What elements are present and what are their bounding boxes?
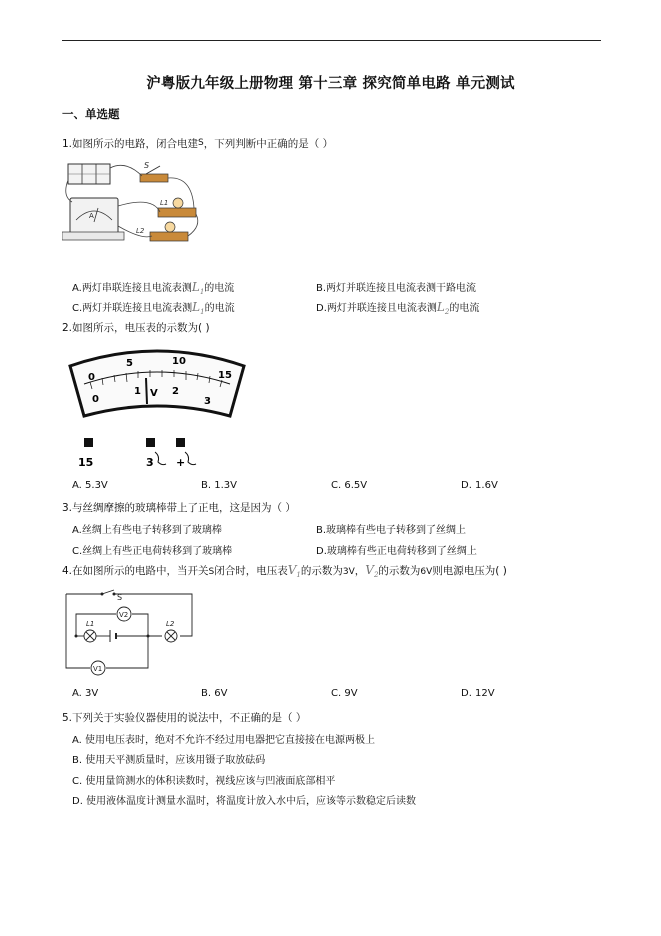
- bottom-scale-0: 0: [92, 394, 99, 405]
- question-2-stem: 2.如图所示，电压表的示数为( ): [62, 322, 210, 334]
- terminal-plus: [176, 438, 185, 447]
- question-1-circuit-figure: [62, 156, 212, 256]
- terminal-3: [146, 438, 155, 447]
- terminal-label-15: 15: [78, 456, 94, 469]
- q1-option-c[interactable]: C.两灯并联连接且电流表测$L_1$的电流: [72, 300, 235, 316]
- q4-l2-label: L2: [166, 620, 175, 628]
- q2-option-d[interactable]: D. 1.6V: [461, 480, 498, 491]
- q3-option-d[interactable]: D.玻璃棒有些正电荷转移到了丝绸上: [316, 546, 477, 557]
- terminal-label-3: 3: [146, 456, 154, 469]
- top-scale-10: 10: [172, 356, 186, 367]
- section-heading: 一、单选题: [62, 107, 120, 121]
- unit-label: V: [150, 388, 158, 399]
- top-scale-5: 5: [126, 358, 133, 369]
- switch-label: S: [144, 161, 150, 170]
- question-4-circuit-figure: [62, 588, 198, 680]
- q5-option-a[interactable]: A. 使用电压表时，绝对不允许不经过用电器把它直接接在电源两极上: [72, 735, 376, 746]
- q1-option-d[interactable]: D.两灯并联连接且电流表测$L_2$的电流: [316, 300, 480, 316]
- q3-option-a[interactable]: A.丝绸上有些电子转移到了玻璃棒: [72, 525, 222, 536]
- needle: [146, 378, 147, 404]
- q2-option-b[interactable]: B. 1.3V: [201, 480, 237, 491]
- q3-option-b[interactable]: B.玻璃棒有些电子转移到了丝绸上: [316, 525, 467, 536]
- question-5-stem: 5.下列关于实验仪器使用的说法中，不正确的是（ ）: [62, 712, 307, 724]
- q1-option-a[interactable]: A.两灯串联连接且电流表测$L_1$的电流: [72, 280, 235, 296]
- q4-option-b[interactable]: B. 6V: [201, 688, 228, 699]
- q5-option-c[interactable]: C. 使用量筒测水的体积读数时，视线应该与凹液面底部相平: [72, 776, 336, 787]
- question-4-stem: 4.在如图所示的电路中，当开关S闭合时，电压表$V_1$的示数为3V，$V_2$的示数为6V则电源电压为( ): [62, 563, 507, 580]
- ammeter-label: A: [89, 212, 94, 220]
- question-2-voltmeter-figure: [62, 342, 252, 472]
- question-1-stem: 1.如图所示的电路，闭合电建S，下列判断中正确的是（ ）: [62, 138, 334, 150]
- q4-l1-label: L1: [86, 620, 95, 628]
- top-scale-15: 15: [218, 370, 232, 381]
- q5-option-b[interactable]: B. 使用天平测质量时，应该用镊子取放砝码: [72, 755, 266, 766]
- terminal-15: [84, 438, 93, 447]
- top-scale-0: 0: [88, 372, 95, 383]
- q2-option-a[interactable]: A. 5.3V: [72, 480, 108, 491]
- terminal-label-plus: +: [176, 456, 186, 469]
- q1-option-b[interactable]: B.两灯并联连接且电流表测干路电流: [316, 283, 477, 294]
- q4-v1-label: V1: [93, 665, 103, 673]
- page-title: 沪粤版九年级上册物理 第十三章 探究简单电路 单元测试: [146, 76, 515, 92]
- lamp-l2-label: L2: [136, 227, 145, 235]
- q5-option-d[interactable]: D. 使用液体温度计测量水温时，将温度计放入水中后，应该等示数稳定后读数: [72, 796, 417, 807]
- question-3-stem: 3.与丝绸摩擦的玻璃棒带上了正电，这是因为（ ）: [62, 502, 296, 514]
- header-rule: [62, 40, 601, 41]
- q4-v2-label: V2: [119, 611, 129, 619]
- bottom-scale-1: 1: [134, 386, 141, 397]
- q2-option-c[interactable]: C. 6.5V: [331, 480, 368, 491]
- bottom-scale-3: 3: [204, 396, 211, 407]
- q4-option-c[interactable]: C. 9V: [331, 688, 358, 699]
- q3-option-c[interactable]: C.丝绸上有些正电荷转移到了玻璃棒: [72, 546, 233, 557]
- switch-symbol: S: [198, 138, 204, 148]
- bottom-scale-2: 2: [172, 386, 179, 397]
- lamp-l1-label: L1: [160, 199, 169, 207]
- q4-option-d[interactable]: D. 12V: [461, 688, 495, 699]
- q4-option-a[interactable]: A. 3V: [72, 688, 99, 699]
- q4-switch-label: S: [117, 593, 123, 602]
